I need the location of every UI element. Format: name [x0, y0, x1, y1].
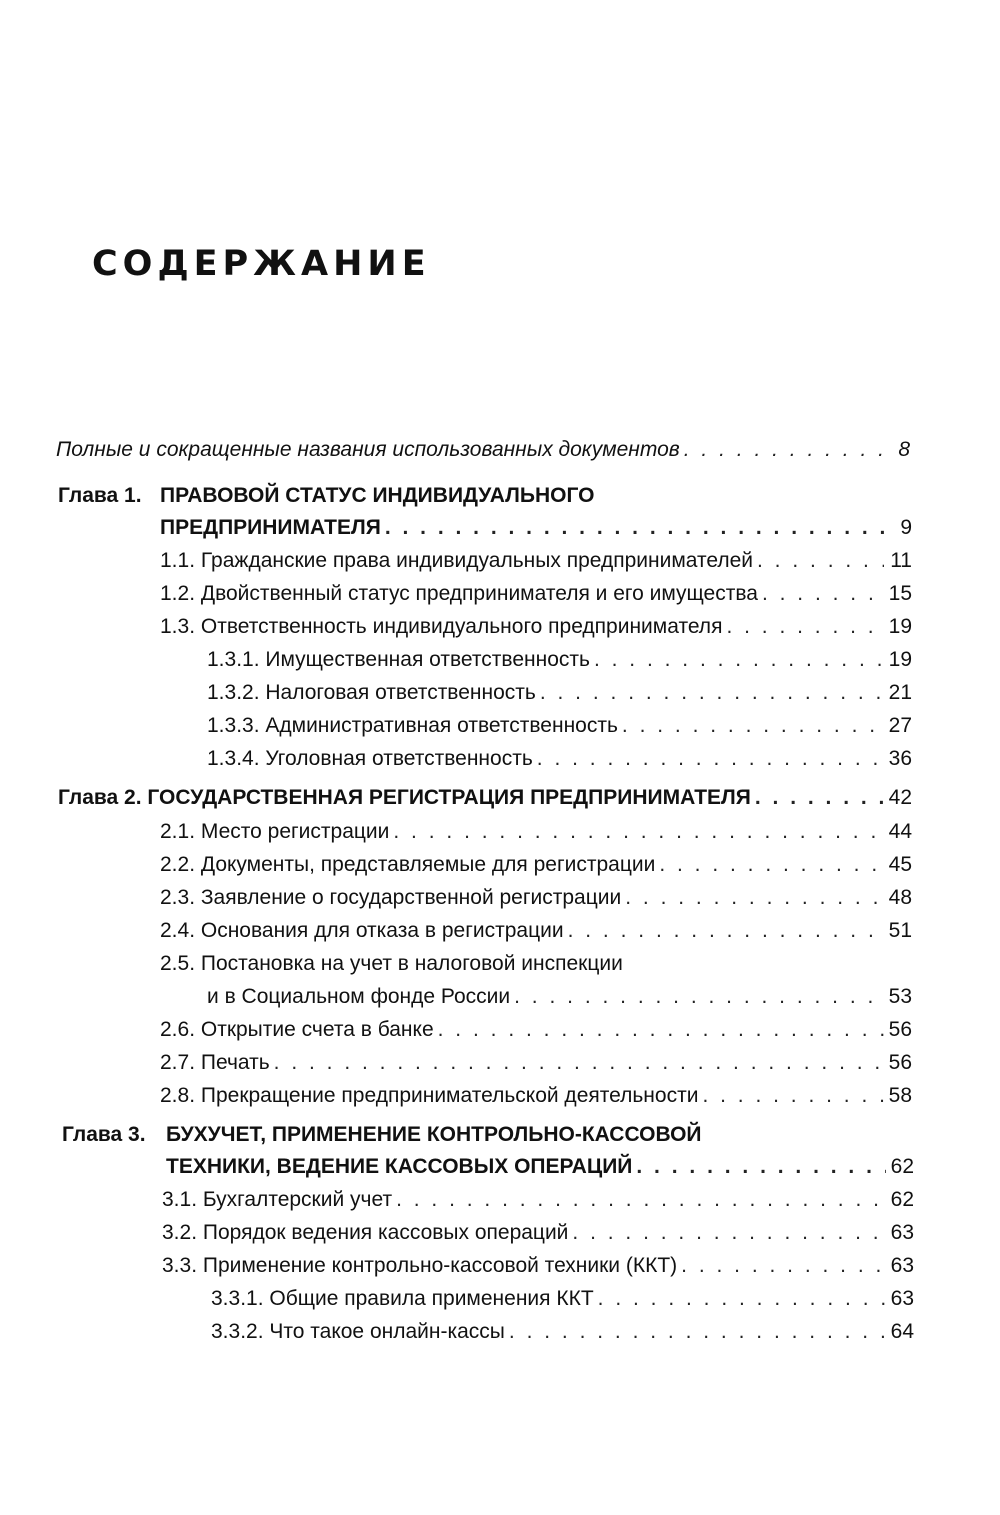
chapter-3-title-line1: БУХУЧЕТ, ПРИМЕНЕНИЕ КОНТРОЛЬНО-КАССОВОЙ [166, 1123, 702, 1146]
toc-entry-page: 45 [888, 853, 912, 876]
leader-dots [438, 1017, 884, 1043]
toc-entry-text: 2.3. Заявление о государственной регистрации [160, 886, 622, 909]
leader-dots [514, 984, 884, 1010]
toc-entry-2-1 [160, 819, 912, 845]
toc-entry-text: 3.3.1. Общие правила применения ККТ [211, 1287, 594, 1310]
toc-entry-3-3-2 [211, 1319, 914, 1345]
toc-entry-text: 2.8. Прекращение предпринимательской деятельности [160, 1084, 699, 1107]
chapter-3-prefix: Глава 3. [62, 1123, 146, 1146]
toc-entry-2-3 [160, 885, 912, 911]
toc-entry-page: 15 [888, 582, 912, 605]
toc-entry-page: 44 [888, 820, 912, 843]
toc-entry-2-8 [160, 1083, 912, 1109]
leader-dots [572, 1220, 886, 1246]
leader-dots [537, 746, 884, 772]
toc-entry-2-6 [160, 1017, 912, 1043]
toc-entry-page: 42 [888, 786, 912, 809]
toc-entry-2-5 [207, 984, 912, 1010]
toc-entry-page: 58 [888, 1084, 912, 1107]
leader-dots [509, 1319, 886, 1345]
toc-entry-text: ТЕХНИКИ, ВЕДЕНИЕ КАССОВЫХ ОПЕРАЦИЙ [166, 1155, 633, 1178]
toc-entry-1-1 [160, 548, 912, 574]
toc-entry-page: 62 [890, 1155, 914, 1178]
leader-dots [726, 614, 884, 640]
leader-dots [659, 852, 884, 878]
toc-entry-text: 1.3.4. Уголовная ответственность [207, 747, 533, 770]
leader-dots [636, 1154, 886, 1180]
leader-dots [393, 819, 884, 845]
toc-entry-3-2 [162, 1220, 914, 1246]
toc-entry-text: 1.2. Двойственный статус предпринимателя и его имущества [160, 582, 758, 605]
toc-entry-page: 56 [888, 1018, 912, 1041]
leader-dots [396, 1187, 886, 1213]
toc-entry-page: 56 [888, 1051, 912, 1074]
toc-entry-page: 19 [888, 615, 912, 638]
leader-dots [625, 885, 884, 911]
toc-entry-text: 1.3.1. Имущественная ответственность [207, 648, 590, 671]
toc-entry-page: 36 [888, 747, 912, 770]
leader-dots [757, 548, 884, 574]
toc-entry-1-3-3 [207, 713, 912, 739]
toc-entry-page: 53 [888, 985, 912, 1008]
toc-entry-page: 11 [890, 549, 912, 572]
toc-entry-3-3-1 [211, 1286, 914, 1312]
leader-dots [598, 1286, 886, 1312]
leader-dots [385, 515, 884, 541]
toc-entry-1-3-4 [207, 746, 912, 772]
leader-dots [540, 680, 884, 706]
chapter-1-title-line1: ПРАВОВОЙ СТАТУС ИНДИВИДУАЛЬНОГО [160, 484, 595, 507]
leader-dots [681, 1253, 886, 1279]
toc-entry-2-4 [160, 918, 912, 944]
toc-entry-text: 3.3. Применение контрольно-кассовой техники (ККТ) [162, 1254, 678, 1277]
toc-entry-2-2 [160, 852, 912, 878]
toc-entry-page: 8 [898, 438, 910, 461]
page-title: СОДЕРЖАНИЕ [92, 244, 431, 284]
toc-entry-1-3-1 [207, 647, 912, 673]
toc-entry-text: 1.3. Ответственность индивидуального предпринимателя [160, 615, 723, 638]
toc-entry-1-2 [160, 581, 912, 607]
toc-entry-page: 51 [888, 919, 912, 942]
toc-entry-page: 21 [888, 681, 912, 704]
toc-entry-text: Полные и сокращенные названия использованных документов [56, 438, 680, 461]
toc-entry-page: 48 [888, 886, 912, 909]
toc-entry-2-5-line1: 2.5. Постановка на учет в налоговой инспекции [160, 952, 623, 975]
toc-entry-text: ПРЕДПРИНИМАТЕЛЯ [160, 516, 381, 539]
toc-entry-text: и в Социальном фонде России [207, 985, 511, 1008]
toc-entry-page: 9 [900, 516, 912, 539]
toc-entry-page: 63 [890, 1287, 914, 1310]
toc-entry-page: 63 [890, 1254, 914, 1277]
toc-entry-1-3 [160, 614, 912, 640]
toc-entry-text: 1.3.3. Административная ответственность [207, 714, 618, 737]
toc-entry-page: 27 [888, 714, 912, 737]
chapter-1-prefix: Глава 1. [58, 484, 142, 507]
toc-entry-page: 63 [890, 1221, 914, 1244]
toc-entry-2-7 [160, 1050, 912, 1076]
leader-dots [702, 1083, 884, 1109]
toc-entry-text: 3.3.2. Что такое онлайн-кассы [211, 1320, 505, 1343]
leader-dots [762, 581, 884, 607]
leader-dots [684, 437, 882, 463]
leader-dots [755, 785, 884, 811]
toc-entry-text: 2.6. Открытие счета в банке [160, 1018, 434, 1041]
toc-entry-text: 1.1. Гражданские права индивидуальных предпринимателей [160, 549, 754, 572]
chapter-3-entry [166, 1154, 914, 1180]
toc-entry-page: 62 [890, 1188, 914, 1211]
toc-entry-text: 3.1. Бухгалтерский учет [162, 1188, 393, 1211]
leader-dots [274, 1050, 884, 1076]
toc-entry-3-3 [162, 1253, 914, 1279]
leader-dots [594, 647, 884, 673]
toc-entry-text: 1.3.2. Налоговая ответственность [207, 681, 536, 704]
leader-dots [622, 713, 884, 739]
toc-entry-text: 2.4. Основания для отказа в регистрации [160, 919, 564, 942]
toc-entry-text: 3.2. Порядок ведения кассовых операций [162, 1221, 569, 1244]
toc-entry-3-1 [162, 1187, 914, 1213]
toc-entry-documents [56, 437, 910, 463]
toc-entry-text: 2.2. Документы, представляемые для регистрации [160, 853, 656, 876]
toc-entry-page: 64 [890, 1320, 914, 1343]
toc-entry-page: 19 [888, 648, 912, 671]
leader-dots [568, 918, 884, 944]
toc-entry-text: 2.7. Печать [160, 1051, 270, 1074]
chapter-2-entry [58, 785, 912, 811]
toc-entry-text: Глава 2. ГОСУДАРСТВЕННАЯ РЕГИСТРАЦИЯ ПРЕДПРИНИМАТЕЛЯ [58, 786, 751, 809]
toc-entry-1-3-2 [207, 680, 912, 706]
chapter-1-entry [160, 515, 912, 541]
toc-entry-text: 2.1. Место регистрации [160, 820, 390, 843]
